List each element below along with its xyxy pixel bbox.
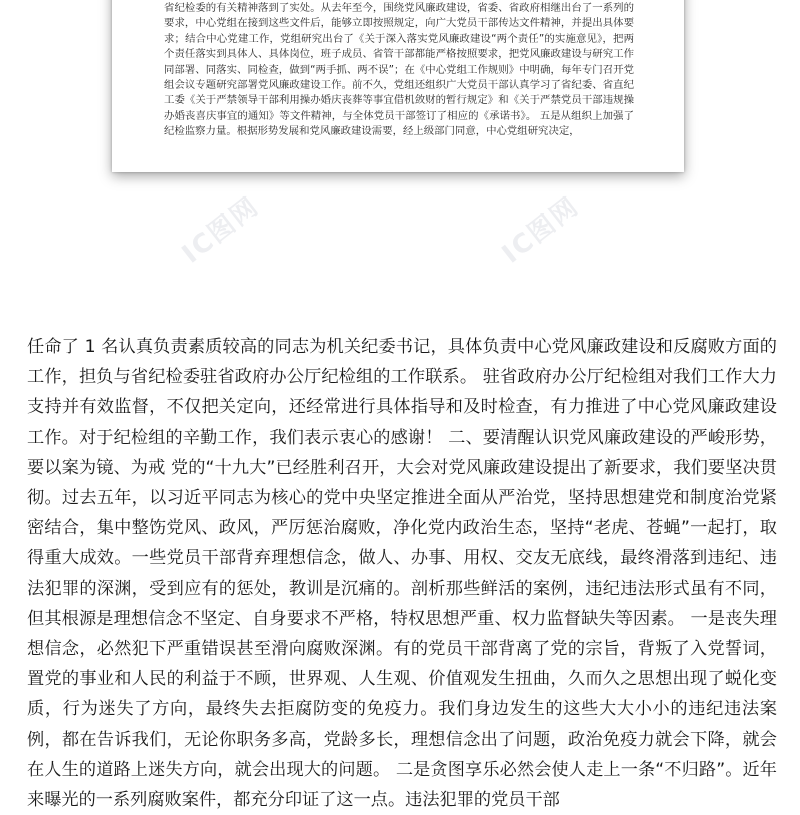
watermark-logo — [493, 187, 586, 271]
preview-paragraph: 省纪检委的有关精神落到了实处。从去年至今，围绕党风廉政建设，省委、省政府相继出台了一系列的要求，中心党组在接到这些文件后，能够立即按照规定，向广大党员干部传达文件精神，并提出具体要求；结合中心党建工作，党组研究出台了《关于深入落实党风廉政建设“两个责任”的实施意见》，把两个责任落实到具体人、具体岗位，班子成员、省管干部都能严格按照要求，把党风廉政建设与研究工作同部署、同落实、同检查，做到“两手抓、两不误”；在《中心党组工作规则》中明确，每年专门召开党组会议专题研究部署党风廉政建设工作。前不久，党组还组织广大党员干部认真学习了省纪委、省直纪工委《关于严禁领导干部利用操办婚庆丧葬等事宜借机敛财的暂行规定》和《关于严禁党员干部违规操办婚丧喜庆事宜的通知》等文件精神，与全体党员干部签订了相应的《承诺书》。 五是从组织上加强了纪检监察力量。根据形势发展和党风廉政建设需要，经上级部门同意，中心党组研究决定， — [164, 2, 634, 138]
watermark-logo — [173, 187, 266, 271]
page-preview-card — [112, 0, 684, 172]
document-preview-area — [0, 0, 800, 270]
watermark-text: IC图网 — [176, 191, 266, 270]
body-paragraph: 任命了 1 名认真负责素质较高的同志为机关纪委书记，具体负责中心党风廉政建设和反腐败方面的工作，担负与省纪检委驻省政府办公厅纪检组的工作联系。 驻省政府办公厅纪检组对我们工作大力支持并有效监督，不仅把关定向，还经常进行具体指导和及时检查，有力推进了中心党风廉政建设工作。对于纪检组的辛勤工作，我们表示衷心的感谢！ 二、要清醒认识党风廉政建设的严峻形势，要以案为镜、为戒 党的“十九大”已经胜利召开，大会对党风廉政建设提出了新要求，我们要坚决贯彻。过去五年，以习近平同志为核心的党中央坚定推进全面从严治党，坚持思想建党和制度治党紧密结合，集中整饬党风、政风，严厉惩治腐败，净化党内政治生态，坚持“老虎、苍蝇”一起打，取得重大成效。一些党员干部背弃理想信念，做人、办事、用权、交友无底线，最终滑落到违纪、违法犯罪的深渊，受到应有的惩处，教训是沉痛的。剖析那些鲜活的案例，违纪违法形式虽有不同，但其根源是理想信念不坚定、自身要求不严格，特权思想严重、权力监督缺失等因素。 一是丧失理想信念，必然犯下严重错误甚至滑向腐败深渊。有的党员干部背离了党的宗旨，背叛了入党誓词，置党的事业和人民的利益于不顾，世界观、人生观、价值观发生扭曲，久而久之思想出现了蜕化变质，行为迷失了方向，最终失去拒腐防变的免疫力。我们身边发生的这些大大小小的违纪违法案例，都在告诉我们，无论你职务多高，党龄多长，理想信念出了问题，政治免疫力就会下降，就会在人生的道路上迷失方向，就会出现大的问题。 二是贪图享乐必然会使人走上一条“不归路”。近年来曝光的一系列腐败案件，都充分印证了这一点。违法犯罪的党员干部 — [27, 337, 777, 811]
watermark-text: IC图网 — [496, 191, 586, 270]
